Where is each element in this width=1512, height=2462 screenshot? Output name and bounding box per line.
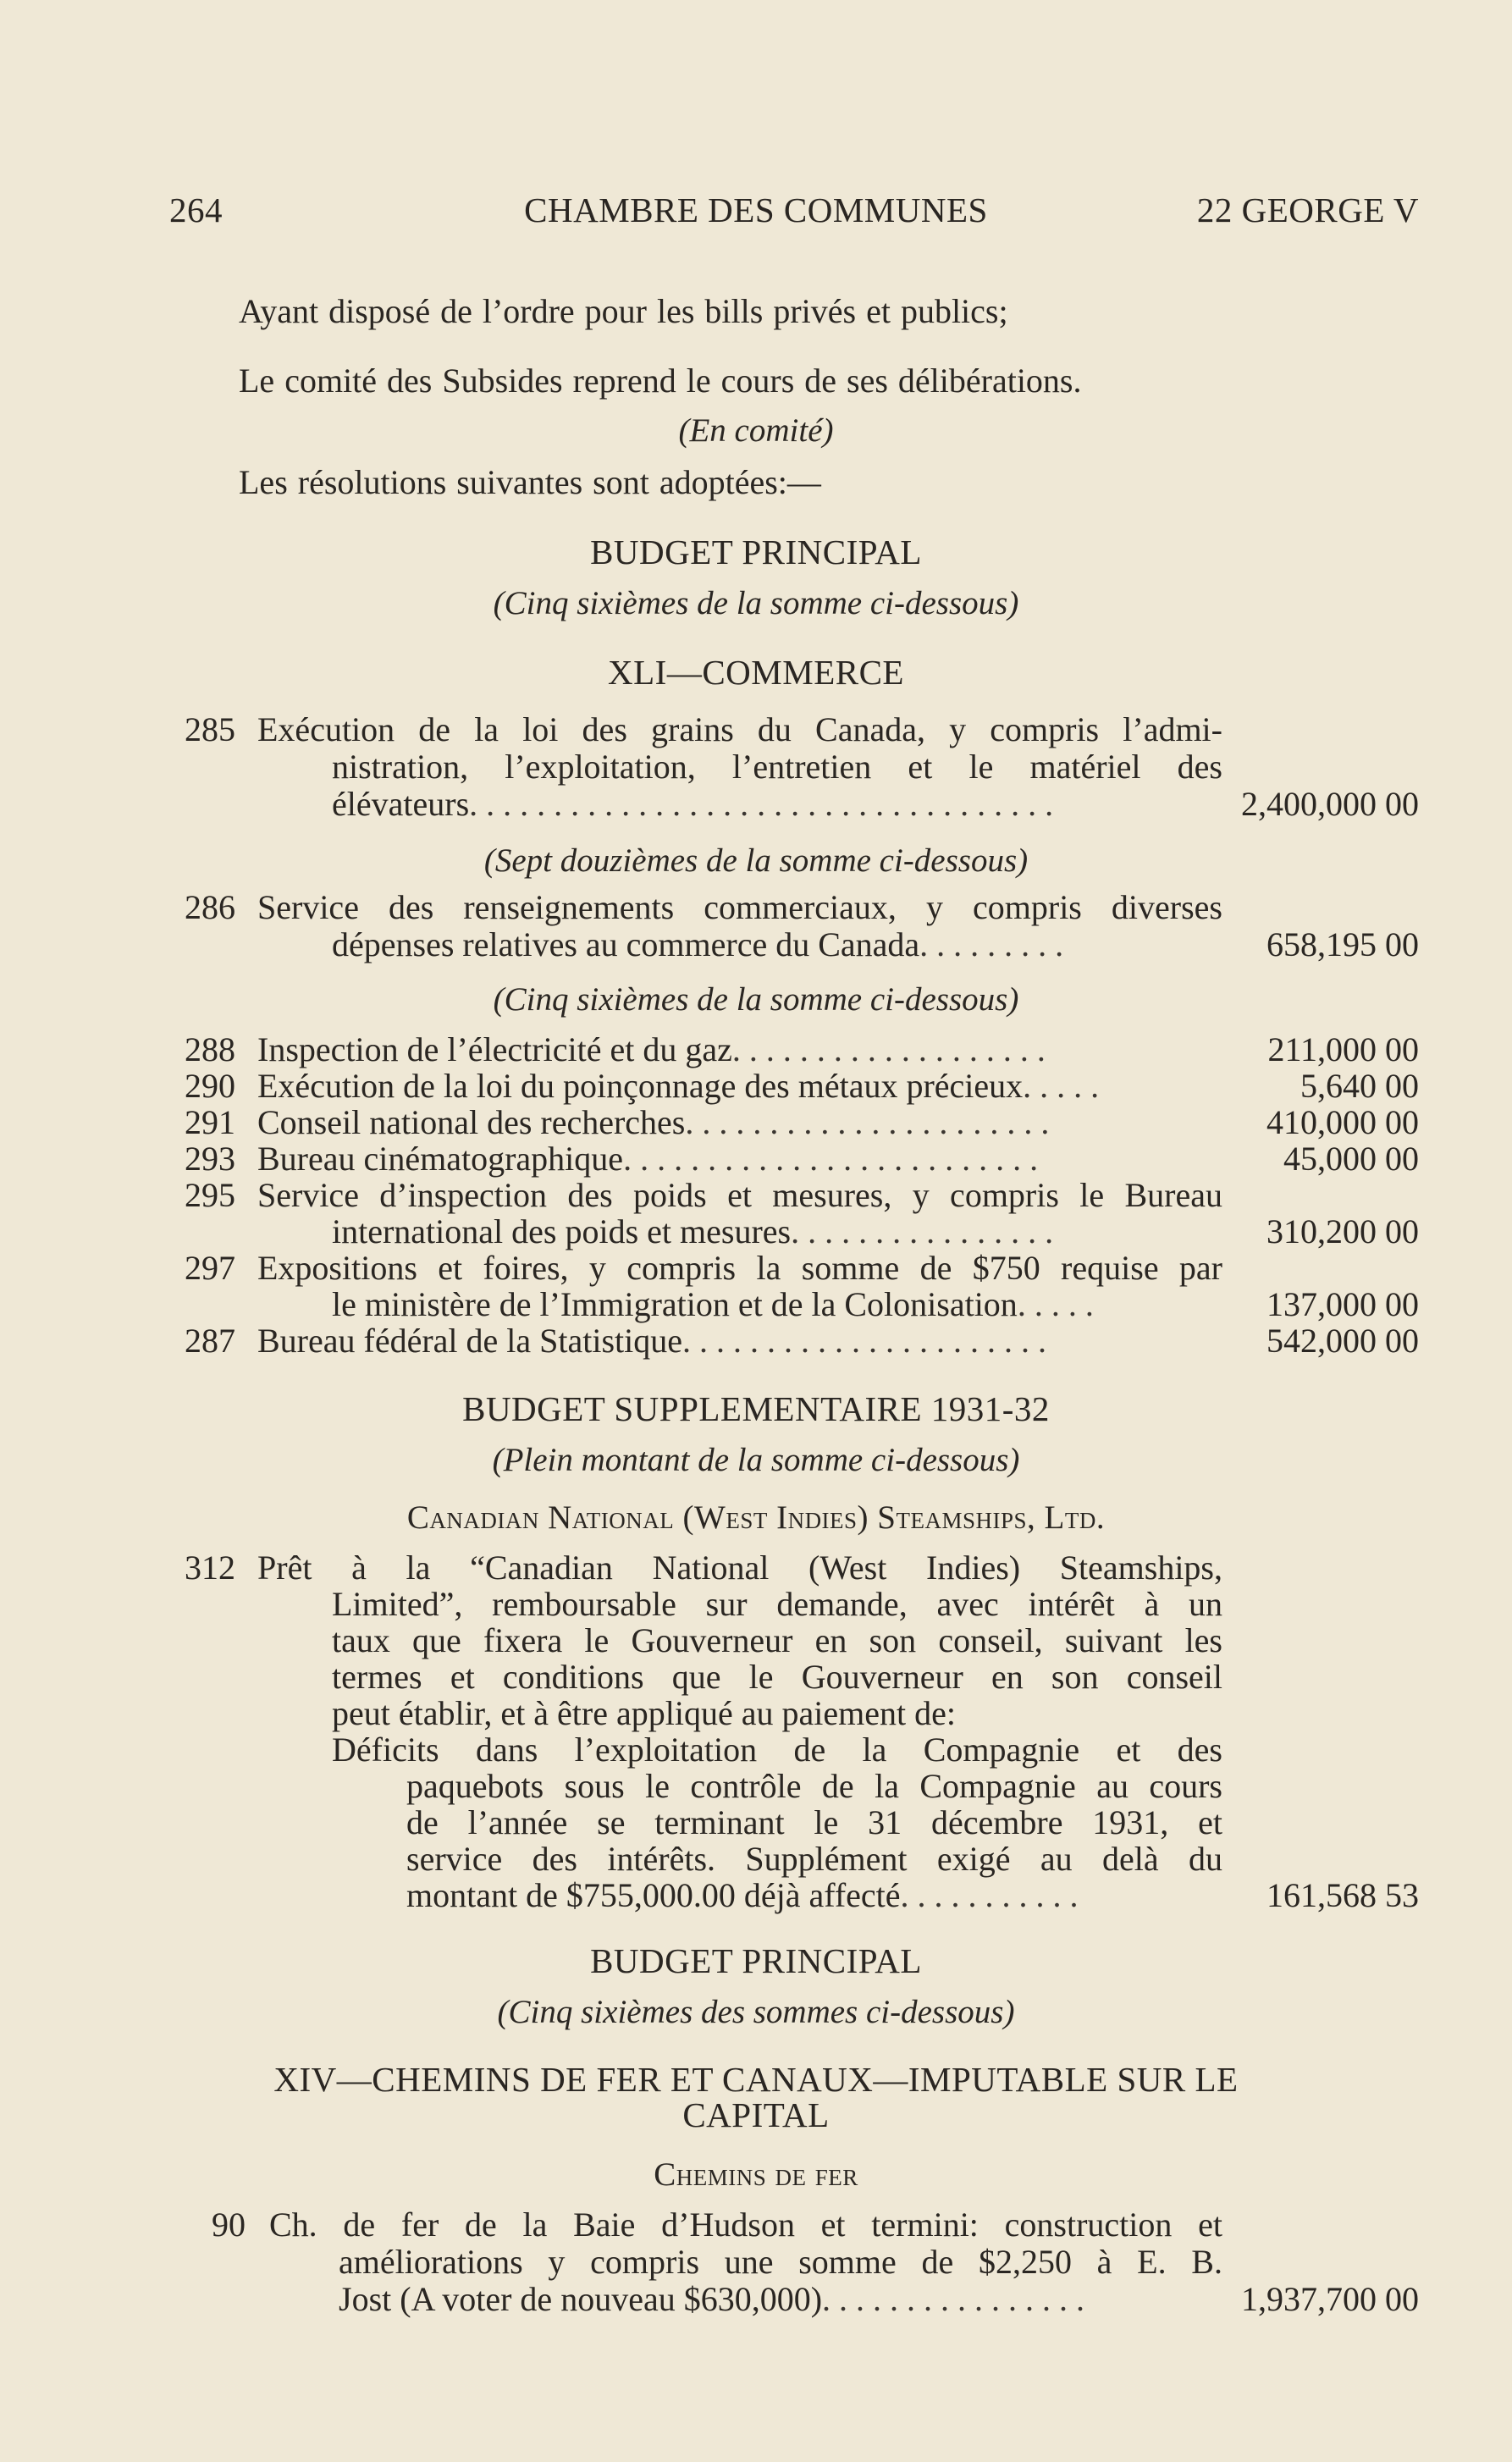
vote-amount: 2,400,000 00 xyxy=(1241,785,1419,823)
vote-text-line: termes et conditions que le Gouverneur en son conseil xyxy=(332,1658,1222,1696)
dot-leader: . . . . . . . . . . . . . . . . . . . . . . . . . xyxy=(623,1140,1039,1178)
vote-text-line: nistration, l’exploitation, l’entretien et le matériel des xyxy=(332,748,1222,786)
section-fraction-note: (Plein montant de la somme ci-dessous) xyxy=(492,1442,1020,1478)
page-number: 264 xyxy=(169,190,223,229)
dot-leader: . . . . . xyxy=(1017,1285,1094,1323)
running-title: CHAMBRE DES COMMUNES xyxy=(524,190,988,229)
vote-text-line: peut établir, et à être appliqué au paiement de: xyxy=(332,1694,956,1732)
vote-amount: 5,640 00 xyxy=(1300,1067,1419,1105)
section-subheading-commerce: XLI—COMMERCE xyxy=(608,653,904,692)
vote-number: 287 xyxy=(185,1322,235,1360)
regnal-year: 22 GEORGE V xyxy=(1196,190,1419,229)
dot-leader: . . . . . xyxy=(1023,1067,1100,1105)
intro-line-2: Le comité des Subsides reprend le cours de ses délibérations. xyxy=(239,362,1082,400)
vote-text-line: Limited”, remboursable sur demande, avec intérêt à un xyxy=(332,1585,1222,1623)
dot-leader: . . . . . . . . . . . . . . . . . . . . . . . . . . . . . . . . . . . xyxy=(469,785,1054,823)
vote-number: 297 xyxy=(185,1249,235,1287)
vote-text-line: Expositions et foires, y compris la somme de $750 requise par xyxy=(257,1249,1222,1287)
vote-amount: 137,000 00 xyxy=(1266,1285,1419,1323)
dot-leader: . . . . . . . . . . . . . . . . . . . . . . xyxy=(685,1103,1050,1141)
vote-text-line: le ministère de l’Immigration et de la Colonisation xyxy=(332,1285,1018,1323)
vote-amount: 1,937,700 00 xyxy=(1241,2280,1419,2318)
section-subheading-steamships: Canadian National (West Indies) Steamships, Ltd. xyxy=(406,1499,1106,1536)
vote-number: 288 xyxy=(185,1030,235,1068)
dot-leader: . . . . . . . . . . . . . . . . . . . . . . xyxy=(682,1322,1047,1360)
vote-amount: 310,200 00 xyxy=(1266,1212,1419,1250)
section-sub-subheading-railways: Chemins de fer xyxy=(654,2156,858,2193)
vote-number: 293 xyxy=(185,1140,235,1178)
section-heading-budget-principal: BUDGET PRINCIPAL xyxy=(590,533,922,571)
vote-text-line: Bureau fédéral de la Statistique xyxy=(257,1322,683,1360)
vote-text-line: Service des renseignements commerciaux, y compris diverses xyxy=(257,888,1222,926)
vote-amount: 45,000 00 xyxy=(1283,1140,1419,1178)
section-subheading-railways-line-2: CAPITAL xyxy=(682,2095,830,2134)
vote-text-line: Exécution de la loi des grains du Canada, y compris l’admi- xyxy=(257,710,1222,748)
vote-text-line: service des intérêts. Supplément exigé au delà du xyxy=(406,1840,1222,1878)
section-heading-budget-supplementaire: BUDGET SUPPLEMENTAIRE 1931-32 xyxy=(462,1389,1050,1428)
vote-amount: 211,000 00 xyxy=(1267,1030,1419,1068)
vote-amount: 161,568 53 xyxy=(1266,1876,1419,1914)
vote-text-line: Déficits dans l’exploitation de la Compagnie et des xyxy=(332,1731,1222,1769)
dot-leader: . . . . . . . . . xyxy=(919,925,1064,963)
vote-number: 90 xyxy=(212,2205,246,2244)
vote-text-line: élévateurs xyxy=(332,785,470,823)
vote-text-line: Service d’inspection des poids et mesures, y compris le Bureau xyxy=(257,1176,1222,1214)
vote-amount: 542,000 00 xyxy=(1266,1322,1419,1360)
vote-number: 290 xyxy=(185,1067,235,1105)
vote-text-line: de l’année se terminant le 31 décembre 1931, et xyxy=(406,1803,1222,1841)
vote-text-line: Jost (A voter de nouveau $630,000) xyxy=(339,2280,823,2318)
vote-number: 285 xyxy=(185,710,235,748)
vote-amount: 410,000 00 xyxy=(1266,1103,1419,1141)
section-fraction-note: (Sept douzièmes de la somme ci-dessous) xyxy=(483,842,1029,879)
intro-line-1: Ayant disposé de l’ordre pour les bills privés et publics; xyxy=(239,292,1008,330)
in-committee-note: (En comité) xyxy=(678,412,834,449)
vote-text-line: Bureau cinématographique xyxy=(257,1140,624,1178)
vote-amount: 658,195 00 xyxy=(1266,925,1419,963)
vote-text-line: Inspection de l’électricité et du gaz xyxy=(257,1030,732,1068)
section-subheading-railways-line-1: XIV—CHEMINS DE FER ET CANAUX—IMPUTABLE SUR LE xyxy=(273,2060,1239,2099)
vote-text-line: montant de $755,000.00 déjà affecté xyxy=(406,1876,901,1914)
section-fraction-note: (Cinq sixièmes des sommes ci-dessous) xyxy=(497,1994,1015,2030)
dot-leader: . . . . . . . . . . . xyxy=(900,1876,1079,1914)
dot-leader: . . . . . . . . . . . . . . . . xyxy=(791,1212,1054,1250)
vote-number: 295 xyxy=(185,1176,235,1214)
vote-number: 286 xyxy=(185,888,235,926)
vote-number: 291 xyxy=(185,1103,235,1141)
dot-leader: . . . . . . . . . . . . . . . . . . . xyxy=(731,1030,1046,1068)
intro-line-3: Les résolutions suivantes sont adoptées:— xyxy=(239,463,821,501)
vote-text-line: Conseil national des recherches xyxy=(257,1103,686,1141)
vote-text-line: Ch. de fer de la Baie d’Hudson et termini: construction et xyxy=(269,2205,1222,2244)
section-fraction-note: (Cinq sixièmes de la somme ci-dessous) xyxy=(493,981,1019,1018)
vote-text-line: paquebots sous le contrôle de la Compagnie au cours xyxy=(406,1767,1222,1805)
vote-text-line: améliorations y compris une somme de $2,250 à E. B. xyxy=(339,2243,1222,2281)
vote-text-line: dépenses relatives au commerce du Canada xyxy=(332,925,920,963)
section-fraction-note: (Cinq sixièmes de la somme ci-dessous) xyxy=(493,585,1019,621)
vote-text-line: Prêt à la “Canadian National (West Indies) Steamships, xyxy=(257,1548,1222,1587)
dot-leader: . . . . . . . . . . . . . . . . xyxy=(822,2280,1085,2318)
vote-number: 312 xyxy=(185,1548,235,1587)
vote-text-line: taux que fixera le Gouverneur en son conseil, suivant les xyxy=(332,1621,1222,1659)
vote-text-line: international des poids et mesures xyxy=(332,1212,792,1250)
section-heading-budget-principal-2: BUDGET PRINCIPAL xyxy=(590,1941,922,1980)
vote-text-line: Exécution de la loi du poinçonnage des métaux précieux xyxy=(257,1067,1024,1105)
